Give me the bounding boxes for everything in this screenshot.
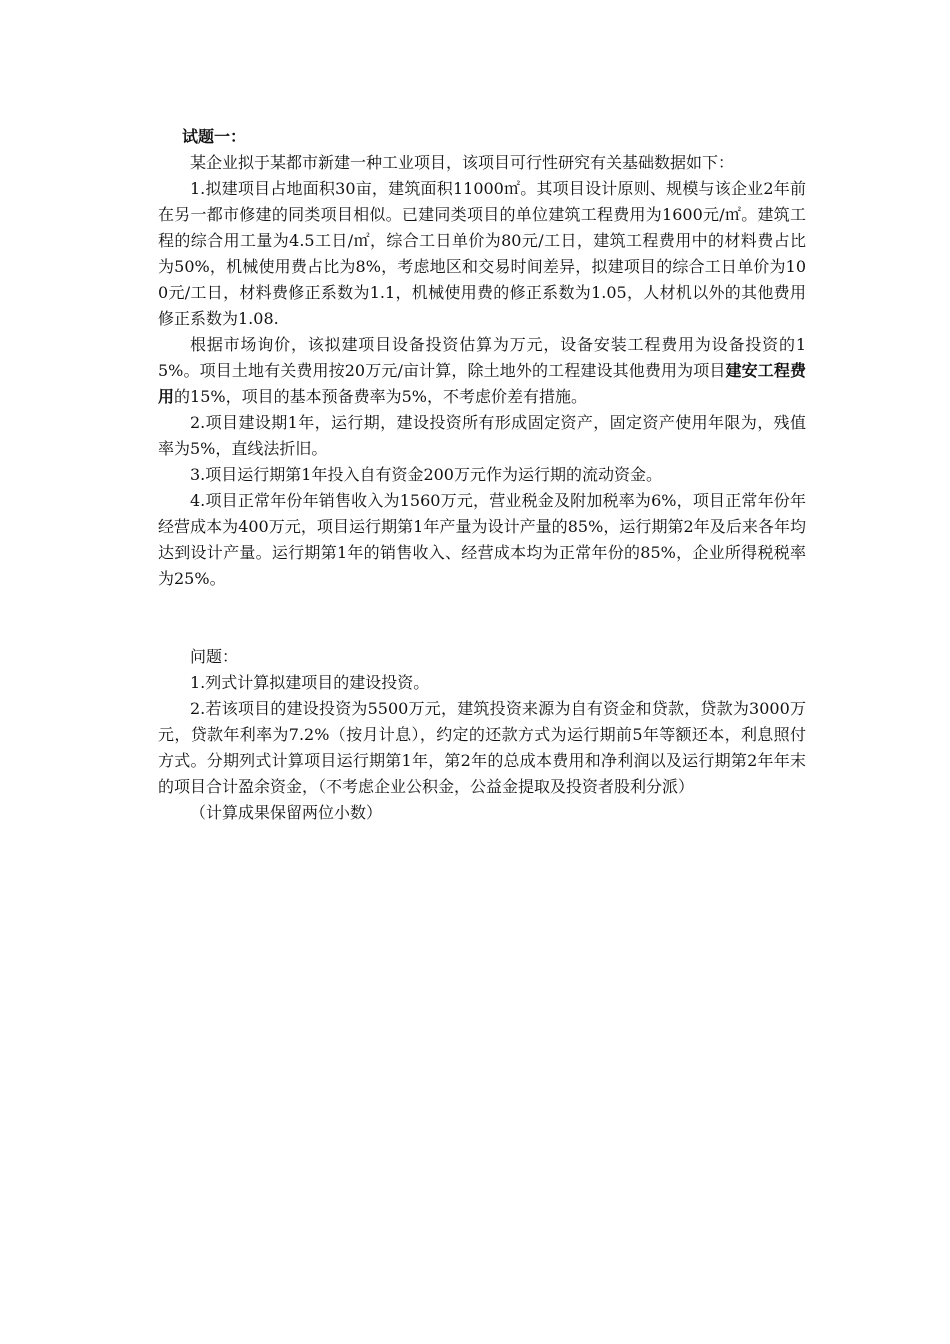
market-paragraph [158,332,806,410]
questions-label: 问题： [190,647,239,666]
item-2-paragraph: 2.项目建设期1年，运行期，建设投资所有形成固定资产，固定资产使用年限为，残值率为5%，直线法折旧。 [158,413,806,458]
intro-paragraph: 某企业拟于某都市新建一种工业项目，该项目可行性研究有关基础数据如下： [190,153,735,172]
document-body [158,124,806,826]
market-text-b: 的15%，项目的基本预备费率为5%，不考虑价差有措施。 [174,387,587,406]
bold-term: 建安工程费用 [158,361,806,406]
section-spacer [158,592,806,644]
item-3-paragraph: 3.项目运行期第1年投入自有资金200万元作为运行期的流动资金。 [190,465,662,484]
question-title: 试题一： [182,127,247,146]
question-2: 2.若该项目的建设投资为5500万元，建筑投资来源为自有资金和贷款，贷款为3000万元，贷款年利率为7.2%（按月计息），约定的还款方式为运行期前5年等额还本，利息照付方式。分期列式计算项目运行期第1年，第2年的总成本费用和净利润以及运行期第2年年末的项目合计盈余资金，（不考虑企业公积金，公益金提取及投资者股利分派） [158,699,806,796]
precision-note: （计算成果保留两位小数） [190,803,383,822]
item-1-paragraph: 1.拟建项目占地面积30亩，建筑面积11000㎡。其项目设计原则、规模与该企业2年前在另一都市修建的同类项目相似。已建同类项目的单位建筑工程费用为1600元/㎡。建筑工程的综合用工量为4.5工日/㎡，综合工日单价为80元/工日，建筑工程费用中的材料费占比为50%，机械使用费占比为8%，考虑地区和交易时间差异，拟建项目的综合工日单价为100元/工日，材料费修正系数为1.1，机械使用费的修正系数为1.05，人材机以外的其他费用修正系数为1.08. [158,179,806,328]
item-4-paragraph: 4.项目正常年份年销售收入为1560万元，营业税金及附加税率为6%，项目正常年份年经营成本为400万元，项目运行期第1年产量为设计产量的85%，运行期第2年及后来各年均达到设计产量。运行期第1年的销售收入、经营成本均为正常年份的85%，企业所得税税率为25%。 [158,491,806,588]
question-1: 1.列式计算拟建项目的建设投资。 [190,673,430,692]
market-text-a: 根据市场询价，该拟建项目设备投资估算为万元，设备安装工程费用为设备投资的15%。项目土地有关费用按20万元/亩计算，除土地外的工程建设其他费用为项目 [158,335,806,380]
